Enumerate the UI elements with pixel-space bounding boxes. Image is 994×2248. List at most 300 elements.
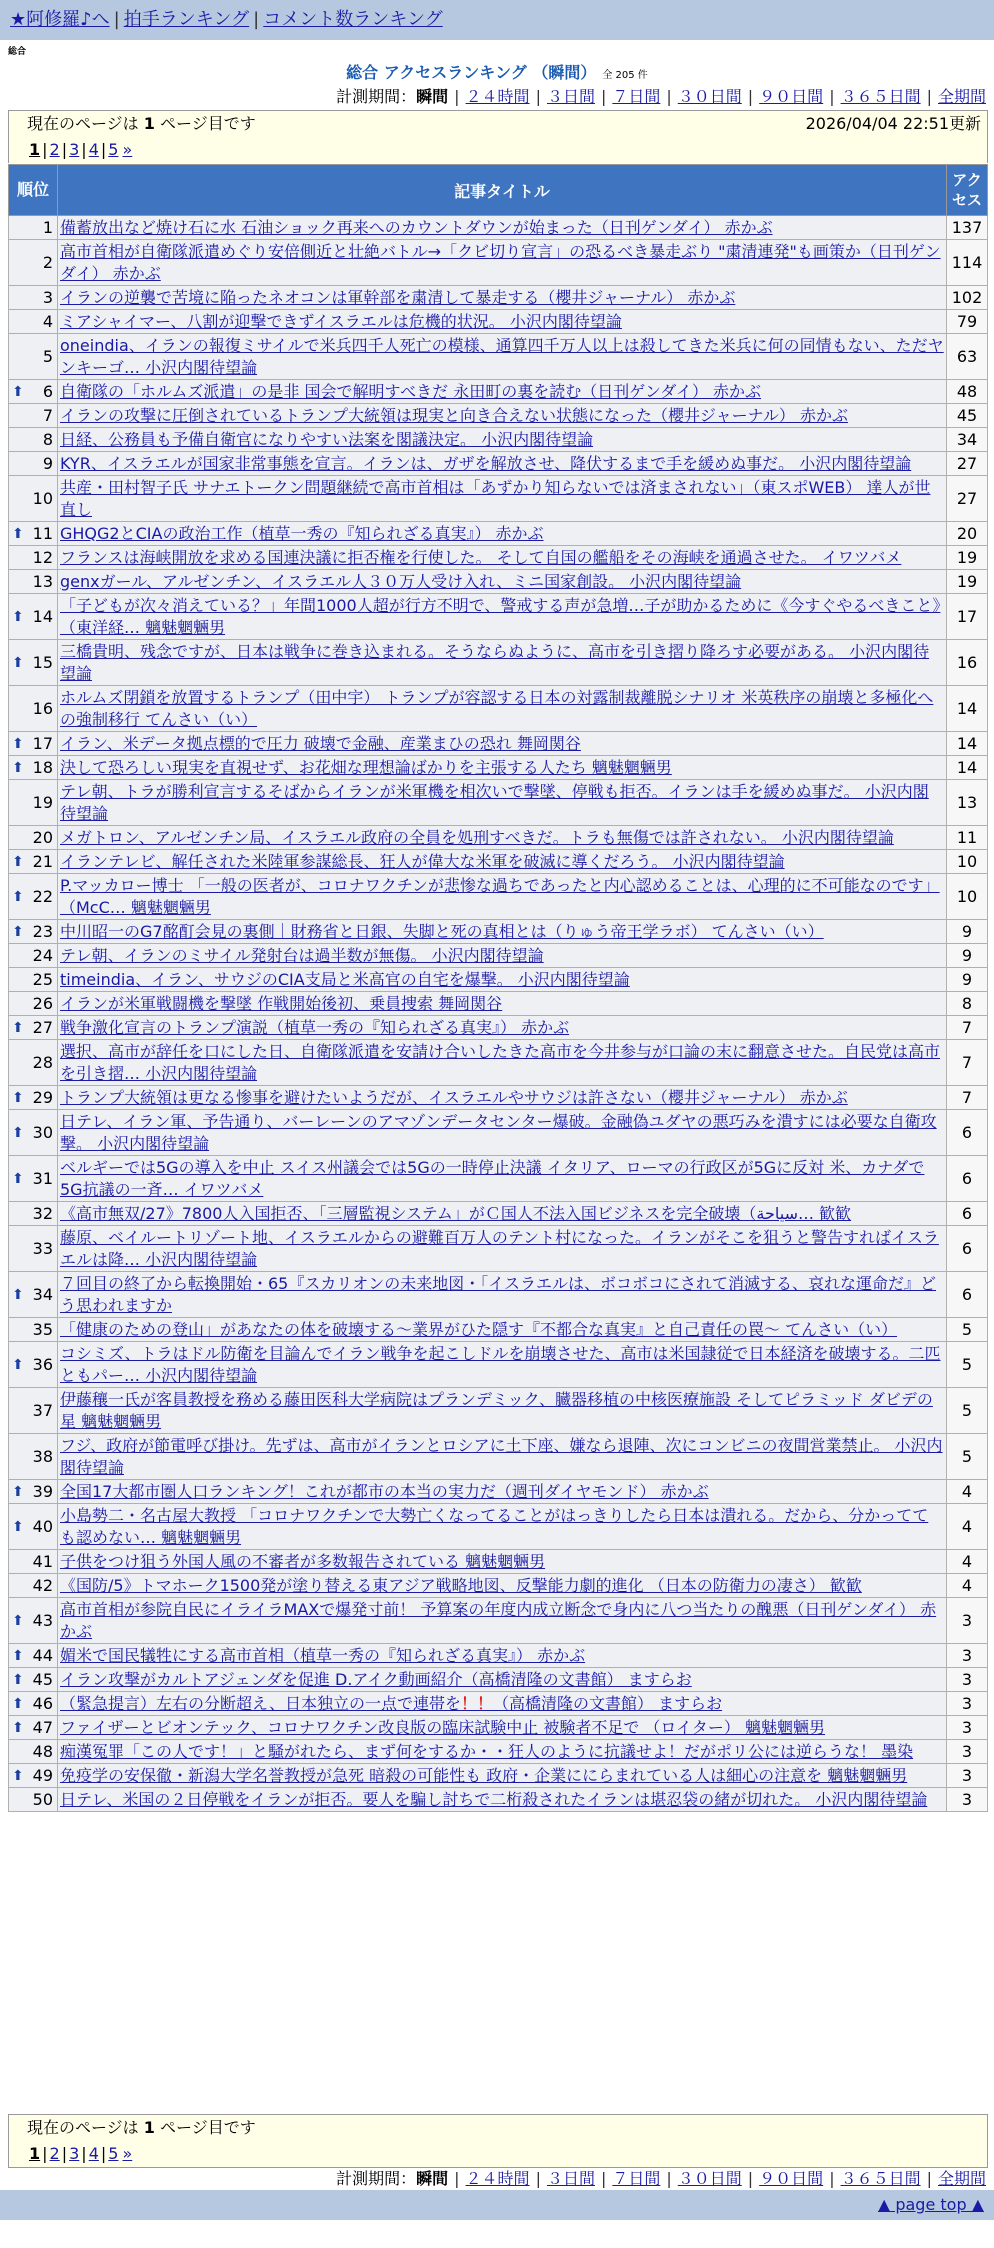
current-page-text: ページ目です	[160, 114, 256, 133]
title-cell	[58, 240, 947, 286]
rank-number: 33	[32, 1239, 53, 1258]
top-nav-bar	[0, 0, 994, 40]
ranking-row	[9, 732, 988, 756]
article-title-text: テレ朝、トラが勝利宣言するそばからイランが米軍機を相次いで撃墜、停戦も拒否。イランは手を緩めぬ事だ。 小沢内閣待望論	[60, 781, 929, 823]
access-count: 14	[947, 732, 988, 756]
article-title-link[interactable]	[60, 336, 944, 377]
title-cell	[58, 944, 947, 968]
rank-number: 25	[32, 970, 53, 989]
article-title-link[interactable]	[60, 1088, 848, 1107]
article-title-text: 《国防/5》トマホーク1500発が塗り替える東アジア戦略地図、反撃能力劇的進化 （日本の防衛力の凄さ） 歓歓	[60, 1575, 862, 1595]
rank-number: 29	[32, 1088, 53, 1107]
article-title-link[interactable]	[60, 1742, 913, 1761]
rank-cell	[9, 334, 58, 380]
article-title-link[interactable]	[60, 1390, 933, 1431]
ranking-row	[9, 1086, 988, 1110]
period-separator: |	[666, 2169, 672, 2188]
rank-cell	[9, 686, 58, 732]
access-count: 3	[947, 1788, 988, 1812]
article-title-link[interactable]	[60, 828, 894, 847]
rank-up-arrow-icon: ⬆	[12, 735, 24, 752]
title-cell	[58, 1202, 947, 1226]
article-title-link[interactable]	[60, 1670, 692, 1689]
period-label: 計測期間：	[336, 87, 417, 106]
article-title-text: 子供をつけ狙う外国人風の不審者が多数報告されている 魑魅魍魎男	[60, 1551, 546, 1571]
article-title-text: 「子どもが次々消えている？」年間1000人超が行方不明で、警戒する声が急増…子が助かるために《今すぐやるべきこと》（東洋経… 魑魅魍魎男	[60, 595, 941, 637]
page-separator: |	[100, 2144, 107, 2163]
article-title-link[interactable]	[60, 1576, 862, 1595]
title-cell	[58, 874, 947, 920]
page-link-current[interactable]: 1	[29, 2144, 41, 2163]
article-title-text: イランテレビ、解任された米陸軍参謀総長、狂人が偉大な米軍を破滅に導くだろう。 小沢内閣待望論	[60, 851, 785, 871]
article-title-link[interactable]	[60, 548, 901, 567]
ranking-row	[9, 240, 988, 286]
page-link[interactable]: 2	[49, 2144, 60, 2163]
rank-up-arrow-icon: ⬆	[12, 608, 24, 625]
article-title-text: フランスは海峡開放を求める国連決議に拒否権を行使した。 そして自国の艦船をその海峡を通過させた。 イワツバメ	[60, 547, 902, 567]
rank-cell	[9, 850, 58, 874]
access-count: 6	[947, 1226, 988, 1272]
rank-cell	[9, 310, 58, 334]
article-title-link[interactable]	[60, 1228, 939, 1269]
title-cell	[58, 216, 947, 240]
title-cell	[58, 1788, 947, 1812]
article-title-link[interactable]	[60, 1600, 936, 1641]
ranking-row	[9, 1202, 988, 1226]
article-title-text: timeindia、イラン、サウジのCIA支局と米高官の自宅を爆撃。 小沢内閣待望論	[60, 969, 630, 989]
article-title-link[interactable]	[60, 572, 741, 591]
article-title-text: KYR、イスラエルが国家非常事態を宣言。イランは、ガザを解放させ、降伏するまで手を緩めぬ事だ。 小沢内閣待望論	[60, 453, 912, 473]
article-title-link[interactable]	[60, 1158, 924, 1199]
rank-up-arrow-icon: ⬆	[12, 1089, 24, 1106]
title-cell	[58, 1272, 947, 1318]
rank-number: 50	[32, 1790, 53, 1809]
rank-cell	[9, 1318, 58, 1342]
period-link[interactable]: 全期間	[937, 87, 986, 106]
article-title-text: 日テレ、イラン軍、予告通り、バーレーンのアマゾンデータセンター爆破。金融偽ユダヤの悪巧みを潰すには必要な自衛攻撃。 小沢内閣待望論	[60, 1111, 937, 1153]
article-title-link[interactable]	[60, 876, 940, 917]
access-count: 9	[947, 920, 988, 944]
article-title-link[interactable]	[60, 758, 672, 777]
title-cell	[58, 1156, 947, 1202]
article-title-text: oneindia、イランの報復ミサイルで米兵四千人死亡の模様、通算四千万人以上は殺してきた米兵に何の同情もない、ただヤンキーゴ… 小沢内閣待望論	[60, 335, 944, 377]
rank-cell	[9, 1016, 58, 1040]
rank-up-arrow-icon: ⬆	[12, 888, 24, 905]
title-cell	[58, 968, 947, 992]
next-page-link[interactable]: »	[122, 2144, 133, 2163]
article-title-link[interactable]	[60, 288, 735, 307]
page-top-link[interactable]: ▲ page top ▲	[877, 2195, 984, 2214]
article-title-link[interactable]	[60, 1112, 937, 1153]
ranking-row	[9, 640, 988, 686]
article-title-link[interactable]	[60, 1344, 940, 1385]
rank-number: 11	[32, 524, 53, 543]
access-count: 10	[947, 874, 988, 920]
article-title-link[interactable]	[60, 1766, 907, 1785]
ranking-row	[9, 780, 988, 826]
rank-number: 24	[32, 946, 53, 965]
article-title-text: （緊急提言）左右の分断超え、日本独立の一点で連帯を	[60, 1693, 461, 1713]
access-count: 6	[947, 1202, 988, 1226]
article-title-link[interactable]	[60, 312, 622, 331]
article-title-text: 共産・田村智子氏 サナエトークン問題継続で高市首相は「あずかり知らないでは済まされない」（東スポWEB） 達人が世直し	[60, 477, 931, 519]
article-title-text: 高市首相が参院自民にイライラMAXで爆発寸前！ 予算案の年度内成立断念で身内に八つ当たりの醜悪（日刊ゲンダイ） 赤かぶ	[60, 1599, 937, 1641]
period-link[interactable]: ７日間	[612, 87, 661, 106]
article-title-link[interactable]	[60, 1718, 825, 1737]
article-title-link[interactable]	[60, 1790, 927, 1809]
rank-cell	[9, 570, 58, 594]
period-link[interactable]: ３日間	[546, 87, 595, 106]
ranking-row	[9, 1388, 988, 1434]
page-separator: |	[61, 2144, 68, 2163]
rank-cell	[9, 1040, 58, 1086]
period-separator: |	[535, 2169, 541, 2188]
ranking-row	[9, 1434, 988, 1480]
rank-cell	[9, 546, 58, 570]
nav-separator: |	[113, 9, 120, 30]
rank-number: 39	[32, 1482, 53, 1501]
page-link-current[interactable]: 1	[29, 140, 41, 159]
rank-cell	[9, 1434, 58, 1480]
rank-up-arrow-icon: ⬆	[12, 525, 24, 542]
period-separator: |	[666, 87, 672, 106]
rank-number: 41	[32, 1552, 53, 1571]
title-cell	[58, 1764, 947, 1788]
period-separator: |	[454, 87, 460, 106]
article-title-link[interactable]	[60, 1646, 585, 1665]
title-cell	[58, 452, 947, 476]
page-link[interactable]: 4	[88, 140, 99, 159]
article-title-link[interactable]	[60, 1694, 722, 1713]
ranking-table	[8, 164, 988, 1812]
article-title-link[interactable]	[60, 946, 544, 965]
article-title-text: 高市首相が自衛隊派遣めぐり安倍側近と壮絶バトル→「クビ切り宣言」の恐るべき暴走ぶり "粛清連発"も画策か（日刊ゲンダイ） 赤かぶ	[60, 241, 941, 283]
access-count: 45	[947, 404, 988, 428]
title-cell	[58, 1318, 947, 1342]
access-count: 3	[947, 1716, 988, 1740]
article-title-link[interactable]	[60, 1506, 928, 1547]
rank-number: 3	[42, 288, 53, 307]
access-count: 19	[947, 546, 988, 570]
rank-up-arrow-icon: ⬆	[12, 1719, 24, 1736]
nav-separator: |	[253, 9, 260, 30]
article-title-text: 「健康のための登山」があなたの体を破壊する〜業界がひた隠す『不都合な真実』と自己責任の罠〜 てんさい（い）	[60, 1319, 898, 1339]
ranking-row	[9, 920, 988, 944]
rank-cell	[9, 1086, 58, 1110]
rank-cell	[9, 1156, 58, 1202]
ranking-row	[9, 756, 988, 780]
article-title-text: イランの攻撃に圧倒されているトランプ大統領は現実と向き合えない状態になった（櫻井ジャーナル） 赤かぶ	[60, 405, 848, 425]
article-title-text: 選択、高市が辞任を口にした日、自衛隊派遣を安請け合いしたきた高市を今井参与が口論の末に翻意させた。自民党は高市を引き摺… 小沢内閣待望論	[60, 1041, 941, 1083]
rank-up-arrow-icon: ⬆	[12, 1356, 24, 1373]
ranking-row	[9, 570, 988, 594]
title-cell	[58, 1040, 947, 1086]
article-title-text: フジ、政府が節電呼び掛け。先ずは、高市がイランとロシアに土下座、嫌なら退陣、次にコンビニの夜間営業禁止。 小沢内閣待望論	[60, 1435, 943, 1477]
rank-cell	[9, 380, 58, 404]
current-page-text: 現在のページは	[27, 114, 139, 133]
rank-number: 18	[32, 758, 53, 777]
period-separator: |	[926, 2169, 932, 2188]
access-count: 20	[947, 522, 988, 546]
article-title-text: 媚米で国民犠牲にする高市首相（植草一秀の『知られざる真実』） 赤かぶ	[60, 1645, 586, 1665]
article-title-link[interactable]	[60, 970, 630, 989]
article-title-link[interactable]	[60, 406, 848, 425]
rank-number: 22	[32, 887, 53, 906]
rank-number: 36	[32, 1355, 53, 1374]
period-link[interactable]: ２４時間	[465, 87, 530, 106]
period-separator: |	[829, 87, 835, 106]
period-link[interactable]: ２４時間	[465, 2169, 530, 2188]
ranking-row	[9, 1318, 988, 1342]
title-cell	[58, 1504, 947, 1550]
rank-up-arrow-icon: ⬆	[12, 1124, 24, 1141]
rank-number: 4	[42, 312, 53, 331]
article-title-text: 《高市無双/27》7800人入国拒否、「三層監視システム」がＣ国人不法入国ビジネスを完全破壊（ﺳﻴﺎﺣﺔ… 歓歓	[60, 1203, 852, 1223]
page-separator: |	[42, 140, 48, 159]
article-title-link[interactable]	[60, 430, 593, 449]
title-cell	[58, 1598, 947, 1644]
title-cell	[58, 428, 947, 452]
article-title-link[interactable]	[60, 596, 940, 637]
article-title-link[interactable]	[60, 782, 929, 823]
article-title-link[interactable]	[60, 1204, 851, 1223]
ranking-row	[9, 286, 988, 310]
ranking-row	[9, 874, 988, 920]
ranking-row	[9, 334, 988, 380]
comment-ranking-link[interactable]: コメント数ランキング	[263, 9, 443, 30]
access-count: 5	[947, 1342, 988, 1388]
article-title-text: GHQG2とCIAの政治工作（植草一秀の『知られざる真実』） 赤かぶ	[60, 523, 544, 543]
article-title-text: 小島勢二・名古屋大教授 「コロナワクチンで大勢亡くなってることがはっきりしたら日本は潰れる。だから、分かってても認めない… 魑魅魍魎男	[60, 1505, 929, 1547]
article-title-link[interactable]	[60, 382, 761, 401]
rank-number: 14	[32, 607, 53, 626]
page-link[interactable]: 5	[108, 2144, 119, 2163]
rank-cell	[9, 216, 58, 240]
ranking-row	[9, 1272, 988, 1318]
rank-cell	[9, 826, 58, 850]
article-title-link[interactable]	[60, 688, 933, 729]
access-count: 9	[947, 968, 988, 992]
title-cell	[58, 1480, 947, 1504]
ranking-row	[9, 1740, 988, 1764]
rank-up-arrow-icon: ⬆	[12, 1019, 24, 1036]
article-title-text: 痴漢冤罪「この人です！」と騒がれたら、まず何をするか・・狂人のように抗議せよ！だがポリ公には逆らうな！ 墨染	[60, 1741, 914, 1761]
access-count: 27	[947, 452, 988, 476]
article-title-link[interactable]	[60, 524, 544, 543]
article-title-link[interactable]	[60, 1018, 569, 1037]
article-title-link[interactable]	[60, 922, 824, 941]
article-title-link[interactable]	[60, 218, 773, 237]
period-link[interactable]: ７日間	[612, 2169, 661, 2188]
ranking-title: 総合 アクセスランキング （瞬間）	[346, 63, 597, 82]
article-title-link[interactable]	[60, 1320, 897, 1339]
ranking-row	[9, 944, 988, 968]
title-cell	[58, 850, 947, 874]
ranking-row	[9, 1342, 988, 1388]
applause-ranking-link[interactable]: 拍手ランキング	[123, 9, 250, 30]
article-title-link[interactable]	[60, 1552, 545, 1571]
ranking-row	[9, 850, 988, 874]
article-title-text: 免疫学の安保徹・新潟大学名誉教授が急死 暗殺の可能性も 政府・企業ににらまれている人は細心の注意を 魑魅魍魎男	[60, 1765, 908, 1785]
article-title-link[interactable]	[60, 852, 785, 871]
title-cell	[58, 1574, 947, 1598]
title-cell	[58, 756, 947, 780]
title-cell	[58, 522, 947, 546]
period-link[interactable]: ３６５日間	[840, 87, 921, 106]
access-count: 7	[947, 1040, 988, 1086]
article-title-text: genxガール、アルゼンチン、イスラエル人３０万人受け入れ、ミニ国家創設。 小沢内閣待望論	[60, 571, 742, 591]
period-link[interactable]: ３０日間	[677, 2169, 742, 2188]
pager-bottom	[8, 2114, 988, 2168]
ranking-row	[9, 1016, 988, 1040]
access-count: 11	[947, 826, 988, 850]
article-title-text: 備蓄放出など焼け石に水 石油ショック再来へのカウントダウンが始まった（日刊ゲンダイ） 赤かぶ	[60, 217, 773, 237]
article-title-link[interactable]	[60, 642, 929, 683]
rank-number: 21	[32, 852, 53, 871]
rank-number: 8	[42, 430, 53, 449]
rank-up-arrow-icon: ⬆	[12, 383, 24, 400]
page-link[interactable]: 4	[88, 2144, 99, 2163]
current-page-text: ページ目です	[160, 2118, 256, 2137]
rank-cell	[9, 452, 58, 476]
title-cell	[58, 546, 947, 570]
access-count: 3	[947, 1764, 988, 1788]
access-count: 102	[947, 286, 988, 310]
access-count: 14	[947, 686, 988, 732]
article-title-text: イランが米軍戦闘機を撃墜 作戦開始後初、乗員捜索 舞岡関谷	[60, 993, 503, 1013]
access-count: 4	[947, 1480, 988, 1504]
article-title-text: イラン、米データ拠点標的で圧力 破壊で金融、産業まひの恐れ 舞岡関谷	[60, 733, 581, 753]
rank-up-arrow-icon: ⬆	[12, 1767, 24, 1784]
rank-cell	[9, 1550, 58, 1574]
period-separator: |	[747, 87, 754, 106]
article-title-link[interactable]	[60, 994, 502, 1013]
rank-number: 15	[32, 653, 53, 672]
rank-up-arrow-icon: ⬆	[12, 1671, 24, 1688]
period-link[interactable]: ３０日間	[677, 87, 742, 106]
period-current: 瞬間	[416, 87, 449, 106]
current-page-text: 現在のページは	[27, 2118, 139, 2137]
rank-up-arrow-icon: ⬆	[12, 1286, 24, 1303]
ranking-row	[9, 522, 988, 546]
rank-cell	[9, 476, 58, 522]
page-separator: |	[42, 2144, 48, 2163]
article-title-text: 全国17大都市圏人口ランキング！これが都市の本当の実力だ（週刊ダイヤモンド） 赤かぶ	[60, 1481, 709, 1501]
rank-number: 1	[42, 218, 53, 237]
access-count: 3	[947, 1668, 988, 1692]
article-title-link[interactable]	[60, 454, 911, 473]
article-title-text: メガトロン、アルゼンチン局、イスラエル政府の全員を処刑すべきだ。トラも無傷では許されない。 小沢内閣待望論	[60, 827, 894, 847]
article-title-link[interactable]	[60, 1274, 936, 1315]
home-link[interactable]: ★阿修羅♪へ	[10, 9, 110, 30]
rank-up-arrow-icon: ⬆	[12, 853, 24, 870]
access-count: 3	[947, 1740, 988, 1764]
article-title-emphasis: ！！	[460, 1693, 493, 1713]
article-title-link[interactable]	[60, 734, 581, 753]
period-separator: |	[829, 2169, 835, 2188]
article-title-link[interactable]	[60, 1482, 709, 1501]
access-count: 6	[947, 1272, 988, 1318]
page-link[interactable]: 2	[49, 140, 60, 159]
rank-number: 45	[32, 1670, 53, 1689]
article-title-link[interactable]	[60, 1436, 943, 1477]
period-separator: |	[600, 2169, 607, 2188]
article-title-text: コシミズ、トラはドル防衛を目論んでイラン戦争を起こしドルを崩壊させた、高市は米国隷従で日本経済を破壊する。二匹ともパー… 小沢内閣待望論	[60, 1343, 941, 1385]
rank-cell	[9, 1226, 58, 1272]
ranking-row	[9, 1480, 988, 1504]
rank-number: 44	[32, 1646, 53, 1665]
title-cell	[58, 1644, 947, 1668]
rank-up-arrow-icon: ⬆	[12, 1518, 24, 1535]
access-count: 17	[947, 594, 988, 640]
title-cell	[58, 1342, 947, 1388]
page-title	[0, 60, 994, 83]
rank-cell	[9, 640, 58, 686]
ranking-row	[9, 546, 988, 570]
rank-cell	[9, 992, 58, 1016]
access-count: 3	[947, 1692, 988, 1716]
ranking-row	[9, 1598, 988, 1644]
period-selector-bottom	[336, 2166, 986, 2189]
access-count: 6	[947, 1110, 988, 1156]
ranking-row	[9, 1692, 988, 1716]
access-count: 3	[947, 1598, 988, 1644]
page-link[interactable]: 3	[69, 140, 80, 159]
period-link[interactable]: ９０日間	[759, 2169, 824, 2188]
article-title-link[interactable]	[60, 478, 930, 519]
period-link[interactable]: ３日間	[546, 2169, 595, 2188]
rank-up-arrow-icon: ⬆	[12, 759, 24, 776]
rank-number: 49	[32, 1766, 53, 1785]
title-cell	[58, 1016, 947, 1040]
page-links	[9, 2141, 987, 2167]
next-page-link[interactable]: »	[122, 140, 133, 159]
rank-cell	[9, 1574, 58, 1598]
ranking-row	[9, 1110, 988, 1156]
rank-cell	[9, 920, 58, 944]
access-count: 7	[947, 1016, 988, 1040]
ranking-row	[9, 1574, 988, 1598]
article-title-text: 藤原、ベイルートリゾート地、イスラエルからの避難百万人のテント村になった。イランがそこを狙うと警告すればイスラエルは降… 小沢内閣待望論	[60, 1227, 939, 1269]
access-count: 16	[947, 640, 988, 686]
article-title-text: ミアシャイマー、八割が迎撃できずイスラエルは危機的状況。 小沢内閣待望論	[60, 311, 622, 331]
access-count: 114	[947, 240, 988, 286]
access-count: 5	[947, 1318, 988, 1342]
access-count: 19	[947, 570, 988, 594]
period-link[interactable]: ３６５日間	[840, 2169, 921, 2188]
rank-number: 17	[32, 734, 53, 753]
title-cell	[58, 1692, 947, 1716]
rank-number: 48	[32, 1742, 53, 1761]
rank-number: 19	[32, 793, 53, 812]
article-title-text: 伊藤穰一氏が客員教授を務める藤田医科大学病院はプランデミック、臓器移植の中核医療施設 そしてピラミッド ダビデの星 魑魅魍魎男	[60, 1389, 933, 1431]
page-link[interactable]: 5	[108, 140, 119, 159]
page-link[interactable]: 3	[69, 2144, 80, 2163]
article-title-link[interactable]	[60, 1042, 940, 1083]
access-count: 9	[947, 944, 988, 968]
ranking-row	[9, 404, 988, 428]
total-count: 全 205 件	[602, 70, 648, 81]
period-link[interactable]: ９０日間	[759, 87, 824, 106]
rank-number: 6	[42, 382, 53, 401]
rank-cell	[9, 780, 58, 826]
article-title-link[interactable]	[60, 242, 941, 283]
ranking-row	[9, 1156, 988, 1202]
article-title-text: P.マッカロー博士 「一般の医者が、コロナワクチンが悲惨な過ちであったと内心認めることは、心理的に不可能なのです」（McC… 魑魅魍魎男	[60, 875, 940, 917]
title-cell	[58, 992, 947, 1016]
period-link[interactable]: 全期間	[937, 2169, 986, 2188]
article-title-text: 自衛隊の「ホルムズ派遣」の是非 国会で解明すべきだ 永田町の裏を読む（日刊ゲンダイ） 赤かぶ	[60, 381, 762, 401]
